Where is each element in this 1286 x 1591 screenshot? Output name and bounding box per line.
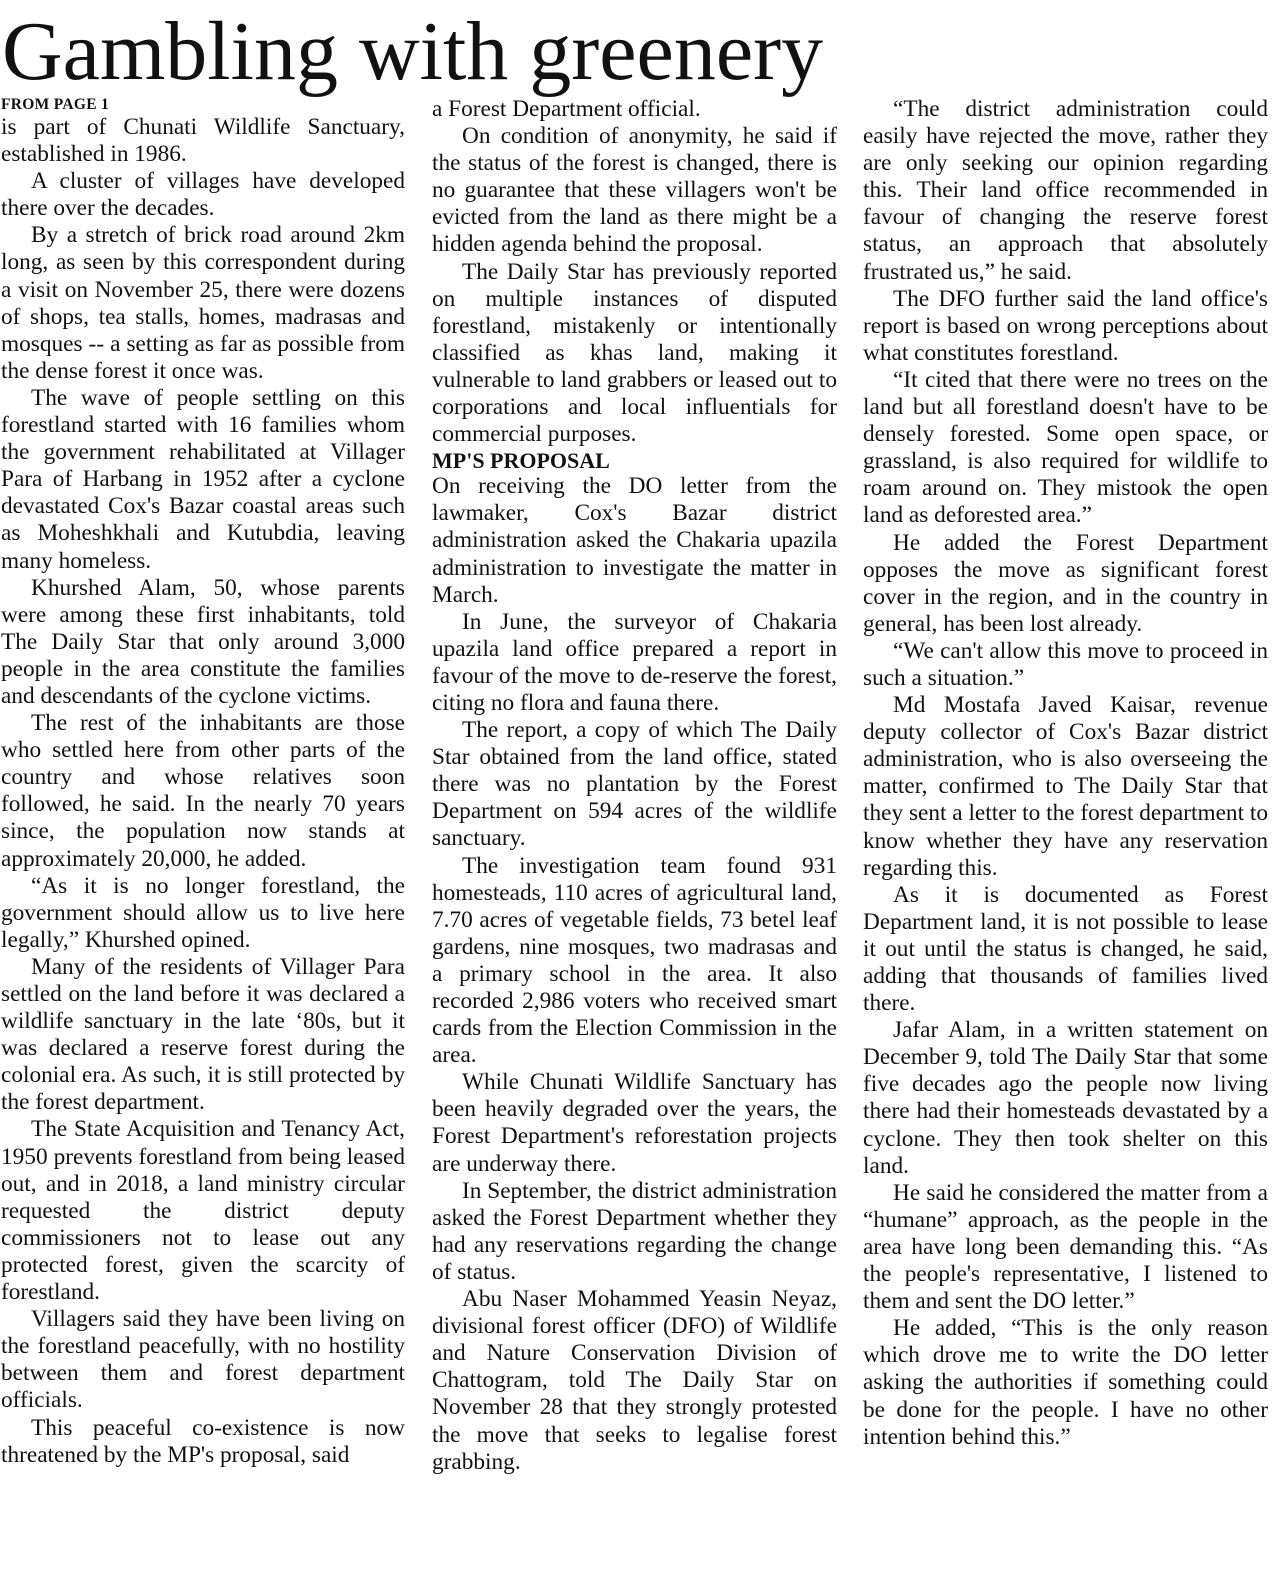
headline: Gambling with greenery [2, 5, 824, 98]
paragraph: By a stretch of brick road around 2km long, as seen by this correspondent during a visit on November 25, there were dozens of shops, tea stalls, homes, madrasas and mosques -- a setting as far as possible from the dense forest it once was. [1, 222, 405, 384]
paragraph: The State Acquisition and Tenancy Act, 1950 prevents forestland from being leased out, and in 2018, a land ministry circular requested the district deputy commissioners not to lease out any protected forest, given the scarcity of forestland. [1, 1116, 405, 1306]
paragraph: While Chunati Wildlife Sanctuary has been heavily degraded over the years, the Forest Department's reforestation projects are underway there. [432, 1069, 837, 1177]
jump-line: FROM PAGE 1 [1, 96, 110, 113]
paragraph: Abu Naser Mohammed Yeasin Neyaz, divisional forest officer (DFO) of Wildlife and Nature Conservation Division of Chattogram, told The Daily Star on November 28 that they strongly protested the move that seeks to legalise forest grabbing. [432, 1286, 837, 1475]
paragraph: The rest of the inhabitants are those who settled here from other parts of the country and whose relatives soon followed, he said. In the nearly 70 years since, the population now stands at approximately 20,000, he added. [1, 710, 405, 872]
paragraph: As it is documented as Forest Department land, it is not possible to lease it out until the status is changed, he said, adding that thousands of families lived there. [863, 881, 1268, 1017]
paragraph: On receiving the DO letter from the lawmaker, Cox's Bazar district administration asked the Chakaria upazila administration to investigate the matter in March. [432, 473, 837, 608]
paragraph: Many of the residents of Villager Para settled on the land before it was declared a wildlife sanctuary in the late ‘80s, but it was declared a reserve forest during the colonial era. As such, it is still protected by the forest department. [1, 953, 405, 1116]
paragraph: “It cited that there were no trees on the land but all forestland doesn't have to be densely forested. Some open space, or grassland, is also required for wildlife to roam around on. They mistook the open land as deforested area.” [863, 366, 1268, 529]
paragraph: is part of Chunati Wildlife Sanctuary, established in 1986. [1, 114, 405, 168]
paragraph: Jafar Alam, in a written statement on December 9, told The Daily Star that some five decades ago the people now living there had their homesteads devastated by a cyclone. They then took shelter on this land. [863, 1017, 1268, 1179]
paragraph: a Forest Department official. [432, 96, 701, 122]
paragraph: A cluster of villages have developed there over the decades. [1, 168, 405, 222]
article-column-1 [1, 96, 405, 1586]
paragraph: Khurshed Alam, 50, whose parents were among these first inhabitants, told The Daily Star that only around 3,000 people in the area constitute the families and descendants of the cyclone victims. [1, 574, 405, 709]
paragraph: On condition of anonymity, he said if the status of the forest is changed, there is no guarantee that these villagers won't be evicted from the land as there might be a hidden agenda behind the proposal. [432, 123, 837, 258]
article-column-2 [432, 96, 837, 1586]
paragraph: The DFO further said the land office's report is based on wrong perceptions about what constitutes forestland. [863, 285, 1268, 366]
paragraph: Md Mostafa Javed Kaisar, revenue deputy collector of Cox's Bazar district administration, who is also overseeing the matter, confirmed to The Daily Star that they sent a letter to the forest department to know whether they have any reservation regarding this. [863, 692, 1268, 881]
paragraph: The investigation team found 931 homesteads, 110 acres of agricultural land, 7.70 acres of vegetable fields, 73 betel leaf gardens, nine mosques, two madrasas and a primary school in the area. It also recorded 2,986 voters who received smart cards from the Election Commission in the area. [432, 852, 837, 1069]
paragraph: “We can't allow this move to proceed in such a situation.” [863, 637, 1268, 691]
article-column-3 [863, 96, 1268, 1586]
paragraph: The report, a copy of which The Daily Star obtained from the land office, stated there was no plantation by the Forest Department on 594 acres of the wildlife sanctuary. [432, 717, 837, 852]
paragraph: In June, the surveyor of Chakaria upazila land office prepared a report in favour of the move to de-reserve the forest, citing no flora and fauna there. [432, 608, 837, 716]
paragraph: He added, “This is the only reason which drove me to write the DO letter asking the authorities if something could be done for the people. I have no other intention behind this.” [863, 1315, 1268, 1450]
paragraph: The Daily Star has previously reported on multiple instances of disputed forestland, mistakenly or intentionally classified as khas land, making it vulnerable to land grabbers or leased out to corporations and local influentials for commercial purposes. [432, 258, 837, 448]
paragraph: He said he considered the matter from a “humane” approach, as the people in the area have long been demanding this. “As the people's representative, I listened to them and sent the DO letter.” [863, 1179, 1268, 1315]
paragraph: This peaceful co-existence is now threatened by the MP's proposal, said [1, 1414, 405, 1468]
paragraph: “As it is no longer forestland, the government should allow us to live here legally,” Khurshed opined. [1, 872, 405, 953]
paragraph: The wave of people settling on this forestland started with 16 families whom the government rehabilitated at Villager Para of Harbang in 1952 after a cyclone devastated Cox's Bazar coastal areas such as Moheshkhali and Kutubdia, leaving many homeless. [1, 384, 405, 574]
section-subhead: MP'S PROPOSAL [432, 448, 610, 474]
paragraph: “The district administration could easily have rejected the move, rather they are only seeking our opinion regarding this. Their land office recommended in favour of changing the reserve forest status, an approach that absolutely frustrated us,” he said. [863, 96, 1268, 285]
paragraph: In September, the district administration asked the Forest Department whether they had any reservations regarding the change of status. [432, 1177, 837, 1285]
paragraph: He added the Forest Department opposes the move as significant forest cover in the region, and in the country in general, has been lost already. [863, 529, 1268, 637]
paragraph: Villagers said they have been living on the forestland peacefully, with no hostility between them and forest department officials. [1, 1306, 405, 1414]
